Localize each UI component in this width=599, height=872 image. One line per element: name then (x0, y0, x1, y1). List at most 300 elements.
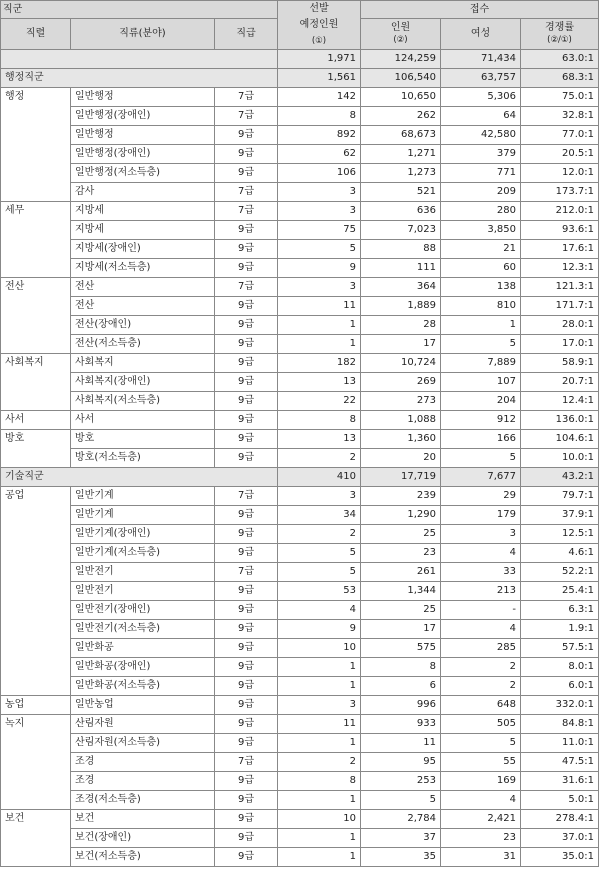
applicants-cell: 262 (361, 107, 441, 126)
field-cell: 산림자원 (71, 715, 215, 734)
field-cell: 보건(장애인) (71, 829, 215, 848)
series-cell: 공업 (1, 487, 71, 696)
grade-cell: 9급 (215, 829, 278, 848)
grade-cell: 9급 (215, 791, 278, 810)
applicants-cell: 1,290 (361, 506, 441, 525)
female-cell: 209 (441, 183, 521, 202)
header-group: 직군 (1, 1, 278, 19)
quota-cell: 9 (278, 259, 361, 278)
applicants-cell: 10,650 (361, 88, 441, 107)
ratio-cell: 173.7:1 (521, 183, 599, 202)
table-row (1, 164, 599, 183)
field-cell: 일반화공(저소득층) (71, 677, 215, 696)
table-row (1, 278, 599, 297)
ratio-cell: 212.0:1 (521, 202, 599, 221)
female-cell: 23 (441, 829, 521, 848)
field-cell: 지방세(저소득층) (71, 259, 215, 278)
table-row (1, 696, 599, 715)
applicants-cell: 10,724 (361, 354, 441, 373)
quota-cell: 5 (278, 240, 361, 259)
table-row (1, 107, 599, 126)
grade-cell: 9급 (215, 430, 278, 449)
field-cell: 일반행정 (71, 126, 215, 145)
applicants-cell: 364 (361, 278, 441, 297)
field-cell: 방호 (71, 430, 215, 449)
table-row (1, 544, 599, 563)
grade-cell: 9급 (215, 392, 278, 411)
female-cell: 912 (441, 411, 521, 430)
table-row (1, 411, 599, 430)
grade-cell: 7급 (215, 202, 278, 221)
grade-cell: 9급 (215, 259, 278, 278)
series-cell: 사서 (1, 411, 71, 430)
section-quota: 1,561 (278, 69, 361, 88)
field-cell: 일반전기(장애인) (71, 601, 215, 620)
quota-cell: 11 (278, 715, 361, 734)
grade-cell: 9급 (215, 145, 278, 164)
ratio-cell: 17.0:1 (521, 335, 599, 354)
grade-cell: 9급 (215, 772, 278, 791)
quota-cell: 22 (278, 392, 361, 411)
female-cell: 3,850 (441, 221, 521, 240)
grade-cell: 9급 (215, 126, 278, 145)
table-row (1, 658, 599, 677)
grade-cell: 9급 (215, 639, 278, 658)
quota-cell: 5 (278, 544, 361, 563)
quota-cell: 2 (278, 449, 361, 468)
applicants-cell: 8 (361, 658, 441, 677)
female-cell: 166 (441, 430, 521, 449)
applicants-cell: 6 (361, 677, 441, 696)
table-row (1, 430, 599, 449)
female-cell: 138 (441, 278, 521, 297)
series-cell: 행정 (1, 88, 71, 202)
quota-cell: 75 (278, 221, 361, 240)
quota-cell: 892 (278, 126, 361, 145)
ratio-cell: 77.0:1 (521, 126, 599, 145)
female-cell: 29 (441, 487, 521, 506)
female-cell: 5,306 (441, 88, 521, 107)
quota-cell: 1 (278, 848, 361, 867)
total-row (1, 50, 599, 69)
grade-cell: 9급 (215, 810, 278, 829)
section-quota: 410 (278, 468, 361, 487)
quota-cell: 1 (278, 677, 361, 696)
quota-cell: 34 (278, 506, 361, 525)
field-cell: 일반전기 (71, 582, 215, 601)
field-cell: 조경 (71, 753, 215, 772)
quota-cell: 10 (278, 810, 361, 829)
section-female: 63,757 (441, 69, 521, 88)
table-header (1, 1, 599, 50)
applicants-cell: 37 (361, 829, 441, 848)
header-field: 직류(분야) (71, 19, 215, 50)
quota-cell: 5 (278, 563, 361, 582)
applicants-cell: 28 (361, 316, 441, 335)
applicants-cell: 1,273 (361, 164, 441, 183)
female-cell: 179 (441, 506, 521, 525)
grade-cell: 9급 (215, 449, 278, 468)
grade-cell: 9급 (215, 696, 278, 715)
ratio-cell: 37.9:1 (521, 506, 599, 525)
quota-cell: 1 (278, 791, 361, 810)
field-cell: 일반행정(장애인) (71, 145, 215, 164)
header-ratio: 경쟁률 (②/①) (521, 19, 599, 50)
table-row (1, 221, 599, 240)
ratio-cell: 52.2:1 (521, 563, 599, 582)
table-row (1, 506, 599, 525)
female-cell: 648 (441, 696, 521, 715)
female-cell: 771 (441, 164, 521, 183)
female-cell: 2 (441, 677, 521, 696)
table-row (1, 126, 599, 145)
quota-cell: 106 (278, 164, 361, 183)
series-cell: 방호 (1, 430, 71, 468)
ratio-cell: 332.0:1 (521, 696, 599, 715)
quota-cell: 10 (278, 639, 361, 658)
applicants-cell: 1,088 (361, 411, 441, 430)
section-applicants: 106,540 (361, 69, 441, 88)
quota-cell: 3 (278, 202, 361, 221)
table-row (1, 202, 599, 221)
grade-cell: 9급 (215, 658, 278, 677)
quota-cell: 8 (278, 107, 361, 126)
field-cell: 일반기계(저소득층) (71, 544, 215, 563)
table-row (1, 772, 599, 791)
ratio-cell: 6.3:1 (521, 601, 599, 620)
total-ratio: 63.0:1 (521, 50, 599, 69)
female-cell: 2 (441, 658, 521, 677)
grade-cell: 9급 (215, 373, 278, 392)
applicants-cell: 1,889 (361, 297, 441, 316)
ratio-cell: 79.7:1 (521, 487, 599, 506)
field-cell: 일반화공 (71, 639, 215, 658)
section-name: 행정직군 (1, 69, 278, 88)
applicants-cell: 1,344 (361, 582, 441, 601)
ratio-cell: 5.0:1 (521, 791, 599, 810)
grade-cell: 9급 (215, 544, 278, 563)
grade-cell: 9급 (215, 316, 278, 335)
female-cell: 60 (441, 259, 521, 278)
quota-cell: 3 (278, 183, 361, 202)
grade-cell: 7급 (215, 88, 278, 107)
grade-cell: 9급 (215, 411, 278, 430)
applicants-cell: 17 (361, 335, 441, 354)
quota-cell: 8 (278, 772, 361, 791)
grade-cell: 9급 (215, 221, 278, 240)
table-row (1, 620, 599, 639)
applicants-cell: 575 (361, 639, 441, 658)
applicants-cell: 25 (361, 601, 441, 620)
quota-cell: 1 (278, 734, 361, 753)
section-row (1, 69, 599, 88)
section-row (1, 468, 599, 487)
field-cell: 감사 (71, 183, 215, 202)
header-applicants: 인원 (②) (361, 19, 441, 50)
grade-cell: 9급 (215, 582, 278, 601)
quota-cell: 1 (278, 335, 361, 354)
quota-cell: 8 (278, 411, 361, 430)
ratio-cell: 84.8:1 (521, 715, 599, 734)
table-row (1, 297, 599, 316)
applicants-cell: 636 (361, 202, 441, 221)
field-cell: 지방세(장애인) (71, 240, 215, 259)
female-cell: 64 (441, 107, 521, 126)
quota-cell: 142 (278, 88, 361, 107)
female-cell: - (441, 601, 521, 620)
ratio-cell: 1.9:1 (521, 620, 599, 639)
field-cell: 일반행정(저소득층) (71, 164, 215, 183)
field-cell: 일반전기(저소득층) (71, 620, 215, 639)
grade-cell: 9급 (215, 715, 278, 734)
field-cell: 방호(저소득층) (71, 449, 215, 468)
grade-cell: 7급 (215, 487, 278, 506)
header-female: 여성 (441, 19, 521, 50)
female-cell: 107 (441, 373, 521, 392)
applicants-cell: 25 (361, 525, 441, 544)
field-cell: 일반화공(장애인) (71, 658, 215, 677)
grade-cell: 9급 (215, 354, 278, 373)
ratio-cell: 32.8:1 (521, 107, 599, 126)
applicants-cell: 521 (361, 183, 441, 202)
field-cell: 지방세 (71, 202, 215, 221)
field-cell: 보건 (71, 810, 215, 829)
grade-cell: 9급 (215, 525, 278, 544)
table-row (1, 601, 599, 620)
applicants-cell: 1,271 (361, 145, 441, 164)
ratio-cell: 47.5:1 (521, 753, 599, 772)
female-cell: 4 (441, 544, 521, 563)
grade-cell: 7급 (215, 563, 278, 582)
grade-cell: 7급 (215, 183, 278, 202)
table-row (1, 582, 599, 601)
applicants-cell: 273 (361, 392, 441, 411)
ratio-cell: 37.0:1 (521, 829, 599, 848)
field-cell: 일반기계 (71, 506, 215, 525)
female-cell: 169 (441, 772, 521, 791)
applicants-cell: 111 (361, 259, 441, 278)
field-cell: 사회복지(저소득층) (71, 392, 215, 411)
table-row (1, 183, 599, 202)
table-row (1, 753, 599, 772)
ratio-cell: 12.4:1 (521, 392, 599, 411)
applicants-cell: 11 (361, 734, 441, 753)
applicants-cell: 35 (361, 848, 441, 867)
field-cell: 산림자원(저소득층) (71, 734, 215, 753)
quota-cell: 11 (278, 297, 361, 316)
female-cell: 4 (441, 791, 521, 810)
series-cell: 전산 (1, 278, 71, 354)
female-cell: 55 (441, 753, 521, 772)
field-cell: 일반농업 (71, 696, 215, 715)
female-cell: 7,889 (441, 354, 521, 373)
grade-cell: 9급 (215, 335, 278, 354)
header-grade: 직급 (215, 19, 278, 50)
table-row (1, 734, 599, 753)
applicants-cell: 23 (361, 544, 441, 563)
female-cell: 213 (441, 582, 521, 601)
ratio-cell: 121.3:1 (521, 278, 599, 297)
grade-cell: 7급 (215, 753, 278, 772)
table-row (1, 563, 599, 582)
applicants-cell: 7,023 (361, 221, 441, 240)
ratio-cell: 17.6:1 (521, 240, 599, 259)
applicants-cell: 5 (361, 791, 441, 810)
female-cell: 810 (441, 297, 521, 316)
quota-cell: 1 (278, 658, 361, 677)
table-row (1, 829, 599, 848)
grade-cell: 9급 (215, 240, 278, 259)
ratio-cell: 11.0:1 (521, 734, 599, 753)
field-cell: 사회복지 (71, 354, 215, 373)
female-cell: 2,421 (441, 810, 521, 829)
applicants-cell: 17 (361, 620, 441, 639)
applicants-cell: 933 (361, 715, 441, 734)
total-female: 71,434 (441, 50, 521, 69)
field-cell: 일반전기 (71, 563, 215, 582)
header-series: 직렬 (1, 19, 71, 50)
field-cell: 일반기계 (71, 487, 215, 506)
section-female: 7,677 (441, 468, 521, 487)
applicants-cell: 253 (361, 772, 441, 791)
field-cell: 사회복지(장애인) (71, 373, 215, 392)
applicants-cell: 261 (361, 563, 441, 582)
table-row (1, 639, 599, 658)
female-cell: 3 (441, 525, 521, 544)
ratio-cell: 12.0:1 (521, 164, 599, 183)
ratio-cell: 28.0:1 (521, 316, 599, 335)
series-cell: 보건 (1, 810, 71, 867)
table-row (1, 259, 599, 278)
female-cell: 379 (441, 145, 521, 164)
female-cell: 204 (441, 392, 521, 411)
quota-cell: 9 (278, 620, 361, 639)
table-row (1, 449, 599, 468)
applicants-cell: 20 (361, 449, 441, 468)
ratio-cell: 10.0:1 (521, 449, 599, 468)
quota-cell: 3 (278, 487, 361, 506)
ratio-cell: 104.6:1 (521, 430, 599, 449)
ratio-cell: 31.6:1 (521, 772, 599, 791)
table-row (1, 145, 599, 164)
ratio-cell: 25.4:1 (521, 582, 599, 601)
applicants-cell: 239 (361, 487, 441, 506)
series-cell: 사회복지 (1, 354, 71, 411)
grade-cell: 9급 (215, 848, 278, 867)
table-row (1, 677, 599, 696)
female-cell: 1 (441, 316, 521, 335)
ratio-cell: 136.0:1 (521, 411, 599, 430)
field-cell: 보건(저소득층) (71, 848, 215, 867)
female-cell: 4 (441, 620, 521, 639)
quota-cell: 1 (278, 316, 361, 335)
ratio-cell: 278.4:1 (521, 810, 599, 829)
female-cell: 42,580 (441, 126, 521, 145)
table-row (1, 392, 599, 411)
table-row (1, 715, 599, 734)
quota-cell: 4 (278, 601, 361, 620)
table-row (1, 525, 599, 544)
field-cell: 일반행정 (71, 88, 215, 107)
grade-cell: 9급 (215, 677, 278, 696)
applicants-cell: 88 (361, 240, 441, 259)
female-cell: 31 (441, 848, 521, 867)
header-receipt: 접수 (361, 1, 599, 19)
applicants-cell: 996 (361, 696, 441, 715)
field-cell: 사서 (71, 411, 215, 430)
table-row (1, 791, 599, 810)
section-ratio: 68.3:1 (521, 69, 599, 88)
female-cell: 21 (441, 240, 521, 259)
quota-cell: 3 (278, 696, 361, 715)
female-cell: 285 (441, 639, 521, 658)
field-cell: 조경(저소득층) (71, 791, 215, 810)
grade-cell: 9급 (215, 164, 278, 183)
ratio-cell: 93.6:1 (521, 221, 599, 240)
section-ratio: 43.2:1 (521, 468, 599, 487)
field-cell: 일반기계(장애인) (71, 525, 215, 544)
ratio-cell: 12.5:1 (521, 525, 599, 544)
ratio-cell: 12.3:1 (521, 259, 599, 278)
ratio-cell: 20.5:1 (521, 145, 599, 164)
total-quota: 1,971 (278, 50, 361, 69)
field-cell: 일반행정(장애인) (71, 107, 215, 126)
grade-cell: 9급 (215, 506, 278, 525)
grade-cell: 9급 (215, 601, 278, 620)
field-cell: 전산(장애인) (71, 316, 215, 335)
ratio-cell: 8.0:1 (521, 658, 599, 677)
series-cell: 세무 (1, 202, 71, 278)
applicants-cell: 95 (361, 753, 441, 772)
applicants-cell: 269 (361, 373, 441, 392)
ratio-cell: 57.5:1 (521, 639, 599, 658)
female-cell: 5 (441, 335, 521, 354)
section-applicants: 17,719 (361, 468, 441, 487)
quota-cell: 13 (278, 373, 361, 392)
quota-cell: 62 (278, 145, 361, 164)
ratio-cell: 4.6:1 (521, 544, 599, 563)
quota-cell: 182 (278, 354, 361, 373)
grade-cell: 7급 (215, 278, 278, 297)
table-row (1, 848, 599, 867)
table-row (1, 373, 599, 392)
ratio-cell: 171.7:1 (521, 297, 599, 316)
applicants-cell: 2,784 (361, 810, 441, 829)
total-applicants: 124,259 (361, 50, 441, 69)
quota-cell: 13 (278, 430, 361, 449)
quota-cell: 1 (278, 829, 361, 848)
table-row (1, 335, 599, 354)
female-cell: 280 (441, 202, 521, 221)
table-body (1, 50, 599, 867)
ratio-cell: 58.9:1 (521, 354, 599, 373)
ratio-cell: 75.0:1 (521, 88, 599, 107)
grade-cell: 7급 (215, 107, 278, 126)
series-cell: 농업 (1, 696, 71, 715)
field-cell: 전산(저소득층) (71, 335, 215, 354)
ratio-cell: 20.7:1 (521, 373, 599, 392)
quota-cell: 3 (278, 278, 361, 297)
field-cell: 전산 (71, 278, 215, 297)
table-row (1, 810, 599, 829)
header-quota: 선발 예정인원 (①) (278, 1, 361, 50)
field-cell: 전산 (71, 297, 215, 316)
quota-cell: 2 (278, 525, 361, 544)
applicants-cell: 1,360 (361, 430, 441, 449)
ratio-cell: 35.0:1 (521, 848, 599, 867)
female-cell: 33 (441, 563, 521, 582)
female-cell: 5 (441, 734, 521, 753)
